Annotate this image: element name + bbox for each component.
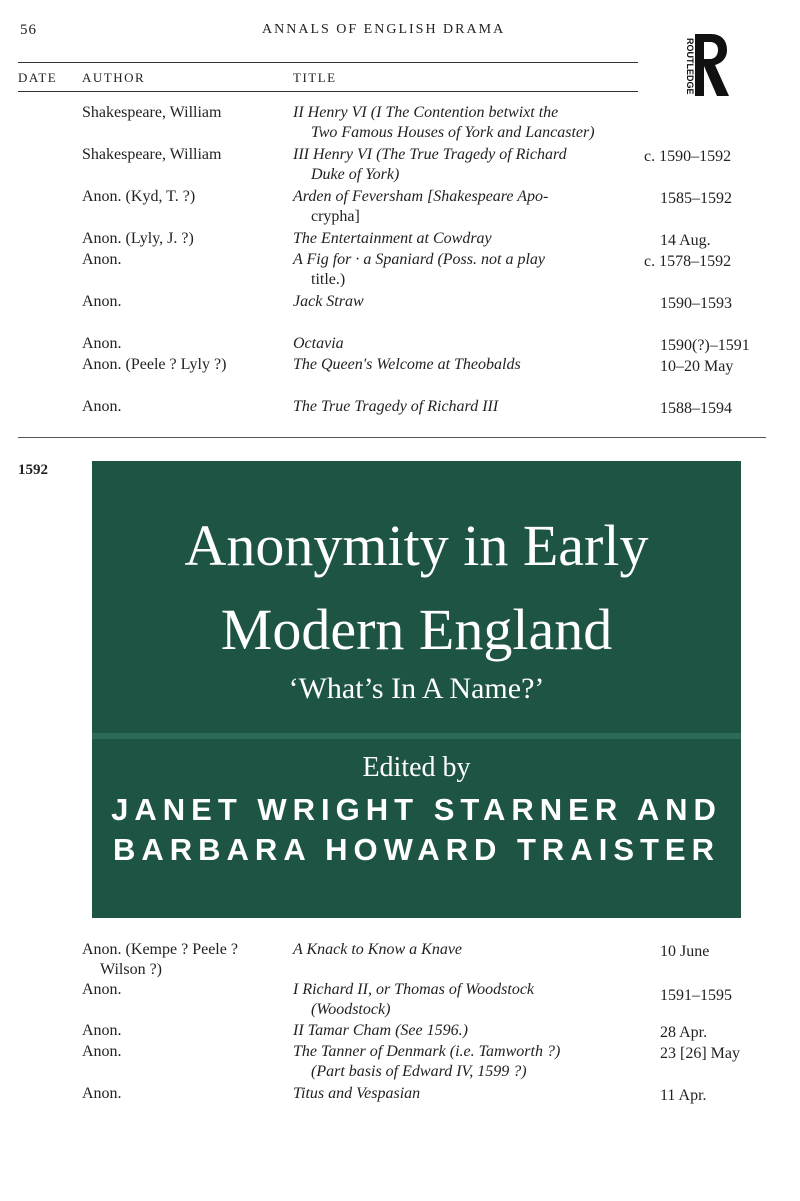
entry-title: The Queen's Welcome at Theobalds bbox=[293, 356, 521, 373]
cover-editor-2: BARBARA HOWARD TRAISTER bbox=[113, 832, 720, 867]
cover-subtitle: ‘What’s In A Name?’ bbox=[288, 672, 545, 705]
entry-title: II Henry VI (I The Contention betwixt the Two Famous Houses of York and Lancaster) bbox=[293, 104, 595, 141]
entry-date: 1590(?)–1591 bbox=[660, 337, 750, 354]
cover-title-line-1: Anonymity in Early bbox=[184, 513, 649, 578]
entry-author: Anon. bbox=[82, 1085, 122, 1102]
entry-title: Titus and Vespasian bbox=[293, 1085, 421, 1102]
entry-title: A Knack to Know a Knave bbox=[293, 941, 463, 958]
entry-title: The True Tragedy of Richard III bbox=[293, 398, 499, 415]
cover-footer-panel bbox=[92, 888, 741, 918]
entry-date: 1590–1593 bbox=[660, 295, 732, 312]
entry-date: 10 June bbox=[660, 943, 710, 960]
entry-author: Anon. bbox=[82, 1043, 122, 1060]
entry-author: Anon. bbox=[82, 398, 122, 415]
entry-author: Anon. (Lyly, J. ?) bbox=[82, 230, 194, 247]
entry-title: The Entertainment at Cowdray bbox=[293, 230, 492, 247]
entry-author: Anon. bbox=[82, 293, 122, 310]
entry-title: I Richard II, or Thomas of Woodstock (Woodstock) bbox=[293, 981, 535, 1018]
entry-author: Anon. (Kyd, T. ?) bbox=[82, 188, 196, 205]
header-rule bbox=[18, 91, 638, 92]
entry-author: Shakespeare, William bbox=[82, 104, 222, 121]
entry-date: 14 Aug. bbox=[660, 232, 711, 249]
entry-title: II Tamar Cham (See 1596.) bbox=[293, 1022, 468, 1039]
entry-title: A Fig for · a Spaniard (Poss. not a play title.) bbox=[293, 251, 545, 288]
page-number: 56 bbox=[20, 22, 37, 38]
entry-author: Anon. bbox=[82, 981, 122, 998]
section-rule bbox=[18, 437, 766, 438]
publisher-logo-text: ROUTLEDGE bbox=[685, 38, 695, 95]
entry-author: Anon. bbox=[82, 1022, 122, 1039]
entry-date: 1591–1595 bbox=[660, 987, 732, 1004]
column-header-title: TITLE bbox=[293, 70, 337, 85]
entry-date: 1585–1592 bbox=[660, 190, 732, 207]
entry-date: 28 Apr. bbox=[660, 1024, 708, 1041]
entry-date: 1588–1594 bbox=[660, 400, 732, 417]
entry-author: Anon. (Peele ? Lyly ?) bbox=[82, 356, 227, 373]
publisher-logo bbox=[677, 28, 733, 102]
entry-title: Jack Straw bbox=[293, 293, 364, 310]
cover-edited-by: Edited by bbox=[362, 752, 471, 783]
entry-date: 23 [26] May bbox=[660, 1045, 740, 1062]
running-head: ANNALS OF ENGLISH DRAMA bbox=[262, 22, 506, 37]
column-header-date: DATE bbox=[18, 70, 58, 85]
entry-author: Anon. bbox=[82, 251, 122, 268]
top-rule bbox=[18, 62, 638, 63]
entry-author: Anon. (Kempe ? Peele ? Wilson ?) bbox=[82, 941, 238, 978]
entry-title: The Tanner of Denmark (i.e. Tamworth ?) (Part basis of Edward IV, 1599 ?) bbox=[293, 1043, 561, 1080]
entry-title: Arden of Feversham [Shakespeare Apo- crypha] bbox=[293, 188, 549, 225]
cover-title-line-2: Modern England bbox=[220, 597, 613, 662]
column-header-author: AUTHOR bbox=[82, 70, 146, 85]
entry-date: c. 1578–1592 bbox=[644, 253, 732, 270]
entry-title: Octavia bbox=[293, 335, 344, 352]
entry-date: c. 1590–1592 bbox=[644, 148, 732, 165]
entry-author: Shakespeare, William bbox=[82, 146, 222, 163]
entry-author: Anon. bbox=[82, 335, 122, 352]
entry-date: 10–20 May bbox=[660, 358, 734, 375]
cover-editor-1: JANET WRIGHT STARNER AND bbox=[111, 792, 722, 827]
entry-title: III Henry VI (The True Tragedy of Richard Duke of York) bbox=[293, 146, 567, 183]
entry-date: 11 Apr. bbox=[660, 1087, 707, 1104]
year-label: 1592 bbox=[18, 462, 48, 478]
